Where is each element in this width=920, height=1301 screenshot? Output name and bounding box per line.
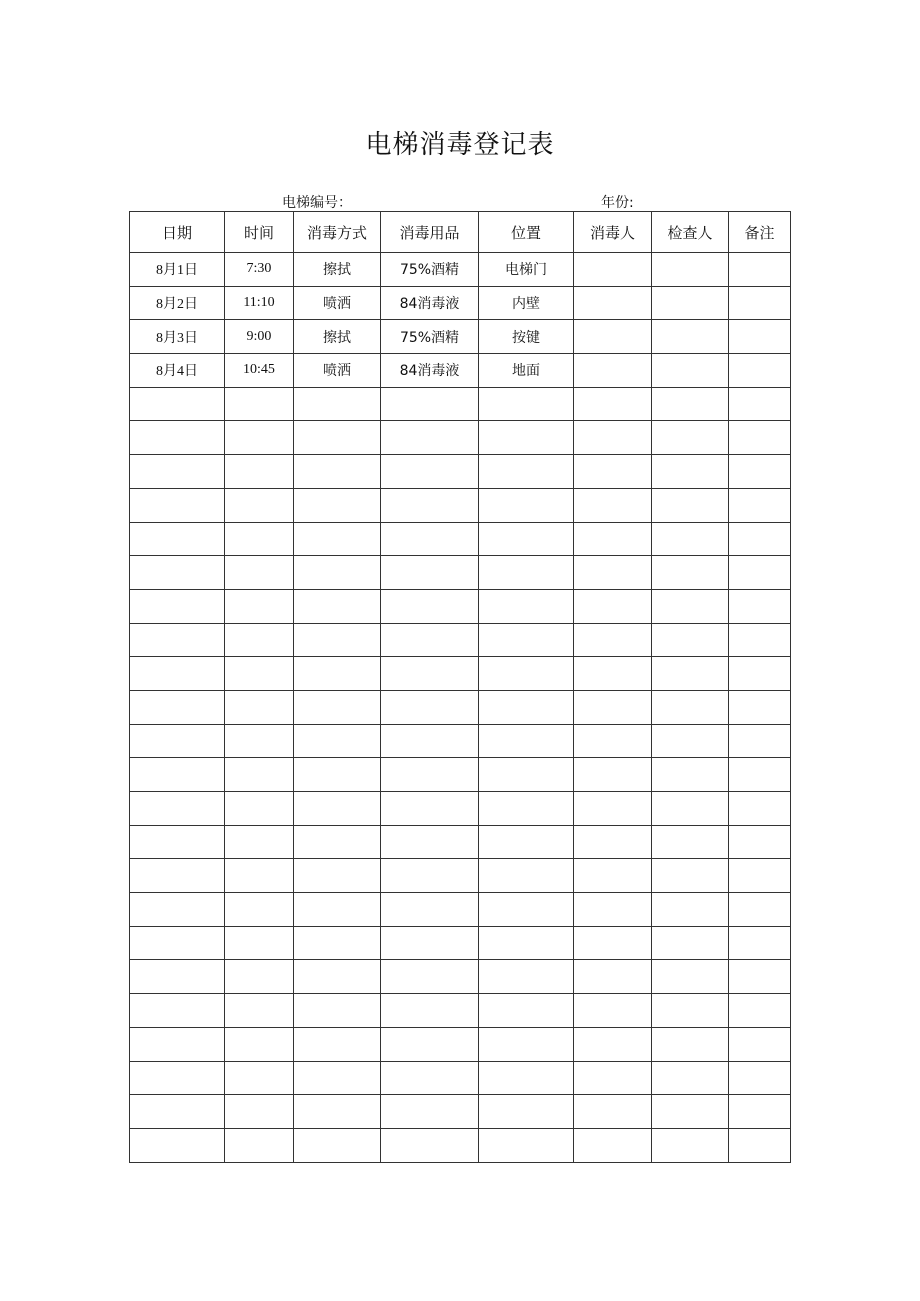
cell-disinfector[interactable] <box>574 960 652 994</box>
cell-inspector[interactable] <box>652 657 729 691</box>
cell-supplies[interactable] <box>381 724 479 758</box>
cell-time[interactable] <box>225 994 294 1028</box>
cell-method[interactable] <box>294 455 381 489</box>
cell-supplies[interactable] <box>381 421 479 455</box>
table-row-blank <box>130 690 791 724</box>
cell-date[interactable] <box>130 657 225 691</box>
page-title: 电梯消毒登记表 <box>365 130 555 160</box>
cell-method[interactable] <box>294 556 381 590</box>
cell-remarks[interactable] <box>729 690 791 724</box>
table-row-blank <box>130 825 791 859</box>
cell-date[interactable] <box>130 758 225 792</box>
cell-method[interactable] <box>294 1128 381 1162</box>
cell-disinfector[interactable] <box>574 320 652 354</box>
cell-time: 11:10 <box>225 286 294 320</box>
cell-location: 地面 <box>479 354 574 388</box>
cell-inspector[interactable] <box>652 589 729 623</box>
cell-disinfector[interactable] <box>574 994 652 1028</box>
cell-supplies[interactable] <box>381 1128 479 1162</box>
cell-time[interactable] <box>225 522 294 556</box>
cell-method[interactable] <box>294 893 381 927</box>
table-row <box>130 253 791 287</box>
cell-time: 9:00 <box>225 320 294 354</box>
cell-supplies[interactable] <box>381 387 479 421</box>
table-row-blank <box>130 724 791 758</box>
header-disinfector: 消毒人 <box>574 212 652 253</box>
cell-time[interactable] <box>225 589 294 623</box>
cell-disinfector[interactable] <box>574 623 652 657</box>
cell-remarks[interactable] <box>729 825 791 859</box>
cell-location[interactable] <box>479 455 574 489</box>
cell-date[interactable] <box>130 589 225 623</box>
cell-date[interactable] <box>130 960 225 994</box>
cell-date[interactable] <box>130 893 225 927</box>
cell-remarks[interactable] <box>729 488 791 522</box>
cell-supplies[interactable] <box>381 1027 479 1061</box>
year-label: 年份: <box>601 195 634 211</box>
cell-disinfector[interactable] <box>574 792 652 826</box>
cell-inspector[interactable] <box>652 758 729 792</box>
cell-supplies[interactable] <box>381 859 479 893</box>
cell-method: 擦拭 <box>294 320 381 354</box>
cell-inspector[interactable] <box>652 320 729 354</box>
cell-remarks[interactable] <box>729 556 791 590</box>
cell-remarks[interactable] <box>729 1061 791 1095</box>
cell-time[interactable] <box>225 1095 294 1129</box>
cell-method[interactable] <box>294 926 381 960</box>
table-row-blank <box>130 623 791 657</box>
cell-time[interactable] <box>225 657 294 691</box>
cell-method[interactable] <box>294 758 381 792</box>
cell-disinfector[interactable] <box>574 1027 652 1061</box>
table-row <box>130 320 791 354</box>
cell-location: 电梯门 <box>479 253 574 287</box>
header-date: 日期 <box>130 212 225 253</box>
cell-method[interactable] <box>294 488 381 522</box>
cell-time[interactable] <box>225 825 294 859</box>
cell-method[interactable] <box>294 792 381 826</box>
table-row-blank <box>130 522 791 556</box>
cell-inspector[interactable] <box>652 421 729 455</box>
elevator-number-label: 电梯编号： <box>282 195 352 211</box>
cell-disinfector[interactable] <box>574 724 652 758</box>
cell-method[interactable] <box>294 657 381 691</box>
table-row-blank <box>130 455 791 489</box>
cell-location[interactable] <box>479 1061 574 1095</box>
cell-location[interactable] <box>479 1027 574 1061</box>
cell-date[interactable] <box>130 1095 225 1129</box>
cell-inspector[interactable] <box>652 893 729 927</box>
cell-inspector[interactable] <box>652 1095 729 1129</box>
cell-time[interactable] <box>225 960 294 994</box>
cell-remarks[interactable] <box>729 758 791 792</box>
cell-method[interactable] <box>294 623 381 657</box>
cell-remarks[interactable] <box>729 623 791 657</box>
cell-location[interactable] <box>479 1128 574 1162</box>
table-row-blank <box>130 589 791 623</box>
cell-inspector[interactable] <box>652 556 729 590</box>
cell-location[interactable] <box>479 724 574 758</box>
cell-supplies[interactable] <box>381 994 479 1028</box>
table-row-blank <box>130 1128 791 1162</box>
cell-method: 喷洒 <box>294 354 381 388</box>
cell-supplies: 84消毒液 <box>381 286 479 320</box>
cell-location[interactable] <box>479 825 574 859</box>
cell-supplies[interactable] <box>381 825 479 859</box>
cell-inspector[interactable] <box>652 859 729 893</box>
table-row-blank <box>130 1027 791 1061</box>
cell-time[interactable] <box>225 926 294 960</box>
cell-time[interactable] <box>225 792 294 826</box>
cell-location[interactable] <box>479 522 574 556</box>
cell-method[interactable] <box>294 724 381 758</box>
cell-date[interactable] <box>130 522 225 556</box>
cell-date[interactable] <box>130 556 225 590</box>
cell-inspector[interactable] <box>652 1027 729 1061</box>
cell-disinfector[interactable] <box>574 387 652 421</box>
table-row-blank <box>130 792 791 826</box>
cell-inspector[interactable] <box>652 1128 729 1162</box>
table-row <box>130 354 791 388</box>
table-row-blank <box>130 421 791 455</box>
cell-date[interactable] <box>130 421 225 455</box>
cell-supplies[interactable] <box>381 1061 479 1095</box>
cell-date[interactable] <box>130 859 225 893</box>
cell-disinfector[interactable] <box>574 1095 652 1129</box>
cell-date[interactable] <box>130 1027 225 1061</box>
cell-inspector[interactable] <box>652 488 729 522</box>
cell-method: 喷洒 <box>294 286 381 320</box>
cell-remarks[interactable] <box>729 994 791 1028</box>
cell-supplies[interactable] <box>381 589 479 623</box>
cell-disinfector[interactable] <box>574 926 652 960</box>
cell-disinfector[interactable] <box>574 488 652 522</box>
cell-date[interactable] <box>130 488 225 522</box>
cell-disinfector[interactable] <box>574 556 652 590</box>
table-row-blank <box>130 1095 791 1129</box>
cell-disinfector[interactable] <box>574 522 652 556</box>
cell-date[interactable] <box>130 387 225 421</box>
cell-disinfector[interactable] <box>574 690 652 724</box>
cell-disinfector[interactable] <box>574 657 652 691</box>
cell-inspector[interactable] <box>652 724 729 758</box>
cell-time[interactable] <box>225 724 294 758</box>
cell-date: 8月1日 <box>130 253 225 287</box>
cell-remarks[interactable] <box>729 387 791 421</box>
cell-disinfector[interactable] <box>574 286 652 320</box>
header-inspector: 检查人 <box>652 212 729 253</box>
cell-disinfector[interactable] <box>574 1061 652 1095</box>
cell-supplies[interactable] <box>381 792 479 826</box>
cell-disinfector[interactable] <box>574 421 652 455</box>
cell-method[interactable] <box>294 522 381 556</box>
cell-remarks[interactable] <box>729 1095 791 1129</box>
cell-inspector[interactable] <box>652 623 729 657</box>
table-row-blank <box>130 758 791 792</box>
cell-method[interactable] <box>294 960 381 994</box>
cell-location[interactable] <box>479 994 574 1028</box>
cell-disinfector[interactable] <box>574 1128 652 1162</box>
cell-supplies[interactable] <box>381 657 479 691</box>
cell-location[interactable] <box>479 556 574 590</box>
cell-location[interactable] <box>479 657 574 691</box>
cell-disinfector[interactable] <box>574 455 652 489</box>
cell-time[interactable] <box>225 1027 294 1061</box>
cell-disinfector[interactable] <box>574 758 652 792</box>
cell-inspector[interactable] <box>652 1061 729 1095</box>
cell-inspector[interactable] <box>652 926 729 960</box>
header-row <box>130 212 791 253</box>
cell-location[interactable] <box>479 421 574 455</box>
cell-date[interactable] <box>130 994 225 1028</box>
cell-supplies[interactable] <box>381 960 479 994</box>
cell-location: 内壁 <box>479 286 574 320</box>
table-row-blank <box>130 960 791 994</box>
cell-method[interactable] <box>294 421 381 455</box>
cell-remarks[interactable] <box>729 253 791 287</box>
cell-inspector[interactable] <box>652 825 729 859</box>
header-time: 时间 <box>225 212 294 253</box>
cell-date[interactable] <box>130 926 225 960</box>
cell-location[interactable] <box>479 960 574 994</box>
table-row-blank <box>130 488 791 522</box>
cell-remarks[interactable] <box>729 926 791 960</box>
cell-remarks[interactable] <box>729 455 791 489</box>
table-row <box>130 286 791 320</box>
cell-supplies[interactable] <box>381 758 479 792</box>
cell-location[interactable] <box>479 488 574 522</box>
cell-method[interactable] <box>294 1095 381 1129</box>
cell-inspector[interactable] <box>652 253 729 287</box>
cell-method[interactable] <box>294 690 381 724</box>
cell-supplies: 75%酒精 <box>381 320 479 354</box>
cell-date: 8月2日 <box>130 286 225 320</box>
cell-disinfector[interactable] <box>574 893 652 927</box>
cell-method[interactable] <box>294 1061 381 1095</box>
cell-remarks[interactable] <box>729 589 791 623</box>
cell-time[interactable] <box>225 387 294 421</box>
cell-date[interactable] <box>130 1128 225 1162</box>
cell-time[interactable] <box>225 1128 294 1162</box>
cell-time[interactable] <box>225 893 294 927</box>
cell-time[interactable] <box>225 556 294 590</box>
cell-remarks[interactable] <box>729 724 791 758</box>
cell-method[interactable] <box>294 1027 381 1061</box>
cell-method[interactable] <box>294 589 381 623</box>
cell-inspector[interactable] <box>652 792 729 826</box>
cell-remarks[interactable] <box>729 893 791 927</box>
table-row-blank <box>130 994 791 1028</box>
cell-inspector[interactable] <box>652 522 729 556</box>
cell-date[interactable] <box>130 623 225 657</box>
cell-date: 8月4日 <box>130 354 225 388</box>
cell-remarks[interactable] <box>729 657 791 691</box>
cell-time[interactable] <box>225 488 294 522</box>
cell-date[interactable] <box>130 690 225 724</box>
cell-time[interactable] <box>225 690 294 724</box>
cell-date: 8月3日 <box>130 320 225 354</box>
cell-remarks[interactable] <box>729 421 791 455</box>
cell-date[interactable] <box>130 792 225 826</box>
cell-remarks[interactable] <box>729 354 791 388</box>
cell-method[interactable] <box>294 859 381 893</box>
cell-location[interactable] <box>479 758 574 792</box>
table-row-blank <box>130 859 791 893</box>
cell-supplies[interactable] <box>381 1095 479 1129</box>
header-supplies: 消毒用品 <box>381 212 479 253</box>
cell-inspector[interactable] <box>652 455 729 489</box>
table-row-blank <box>130 926 791 960</box>
table-row-blank <box>130 556 791 590</box>
cell-remarks[interactable] <box>729 320 791 354</box>
cell-supplies[interactable] <box>381 690 479 724</box>
cell-method[interactable] <box>294 825 381 859</box>
table-row-blank <box>130 657 791 691</box>
cell-inspector[interactable] <box>652 387 729 421</box>
cell-time[interactable] <box>225 623 294 657</box>
cell-location[interactable] <box>479 589 574 623</box>
table-row-blank <box>130 387 791 421</box>
cell-location[interactable] <box>479 792 574 826</box>
cell-inspector[interactable] <box>652 690 729 724</box>
cell-date[interactable] <box>130 455 225 489</box>
cell-remarks[interactable] <box>729 859 791 893</box>
table-row-blank <box>130 1061 791 1095</box>
disinfection-log-table <box>129 211 791 1163</box>
cell-disinfector[interactable] <box>574 253 652 287</box>
cell-location[interactable] <box>479 859 574 893</box>
cell-inspector[interactable] <box>652 286 729 320</box>
cell-location[interactable] <box>479 690 574 724</box>
cell-date[interactable] <box>130 724 225 758</box>
cell-time[interactable] <box>225 1061 294 1095</box>
cell-method[interactable] <box>294 994 381 1028</box>
cell-time[interactable] <box>225 421 294 455</box>
cell-supplies[interactable] <box>381 556 479 590</box>
cell-supplies[interactable] <box>381 893 479 927</box>
cell-remarks[interactable] <box>729 960 791 994</box>
cell-supplies[interactable] <box>381 455 479 489</box>
header-location: 位置 <box>479 212 574 253</box>
cell-location[interactable] <box>479 387 574 421</box>
cell-disinfector[interactable] <box>574 589 652 623</box>
cell-method[interactable] <box>294 387 381 421</box>
cell-disinfector[interactable] <box>574 354 652 388</box>
cell-inspector[interactable] <box>652 354 729 388</box>
cell-disinfector[interactable] <box>574 859 652 893</box>
cell-method: 擦拭 <box>294 253 381 287</box>
cell-location[interactable] <box>479 1095 574 1129</box>
cell-location[interactable] <box>479 623 574 657</box>
cell-time[interactable] <box>225 455 294 489</box>
cell-inspector[interactable] <box>652 960 729 994</box>
cell-location: 按键 <box>479 320 574 354</box>
cell-time[interactable] <box>225 859 294 893</box>
header-remarks: 备注 <box>729 212 791 253</box>
cell-supplies: 84消毒液 <box>381 354 479 388</box>
cell-supplies[interactable] <box>381 623 479 657</box>
cell-remarks[interactable] <box>729 286 791 320</box>
cell-disinfector[interactable] <box>574 825 652 859</box>
header-method: 消毒方式 <box>294 212 381 253</box>
cell-inspector[interactable] <box>652 994 729 1028</box>
cell-time: 7:30 <box>225 253 294 287</box>
table-row-blank <box>130 893 791 927</box>
cell-supplies: 75%酒精 <box>381 253 479 287</box>
cell-time: 10:45 <box>225 354 294 388</box>
cell-supplies[interactable] <box>381 522 479 556</box>
cell-location[interactable] <box>479 893 574 927</box>
cell-remarks[interactable] <box>729 1027 791 1061</box>
cell-remarks[interactable] <box>729 1128 791 1162</box>
cell-supplies[interactable] <box>381 926 479 960</box>
cell-date[interactable] <box>130 825 225 859</box>
cell-remarks[interactable] <box>729 792 791 826</box>
cell-location[interactable] <box>479 926 574 960</box>
cell-date[interactable] <box>130 1061 225 1095</box>
cell-remarks[interactable] <box>729 522 791 556</box>
cell-supplies[interactable] <box>381 488 479 522</box>
cell-time[interactable] <box>225 758 294 792</box>
